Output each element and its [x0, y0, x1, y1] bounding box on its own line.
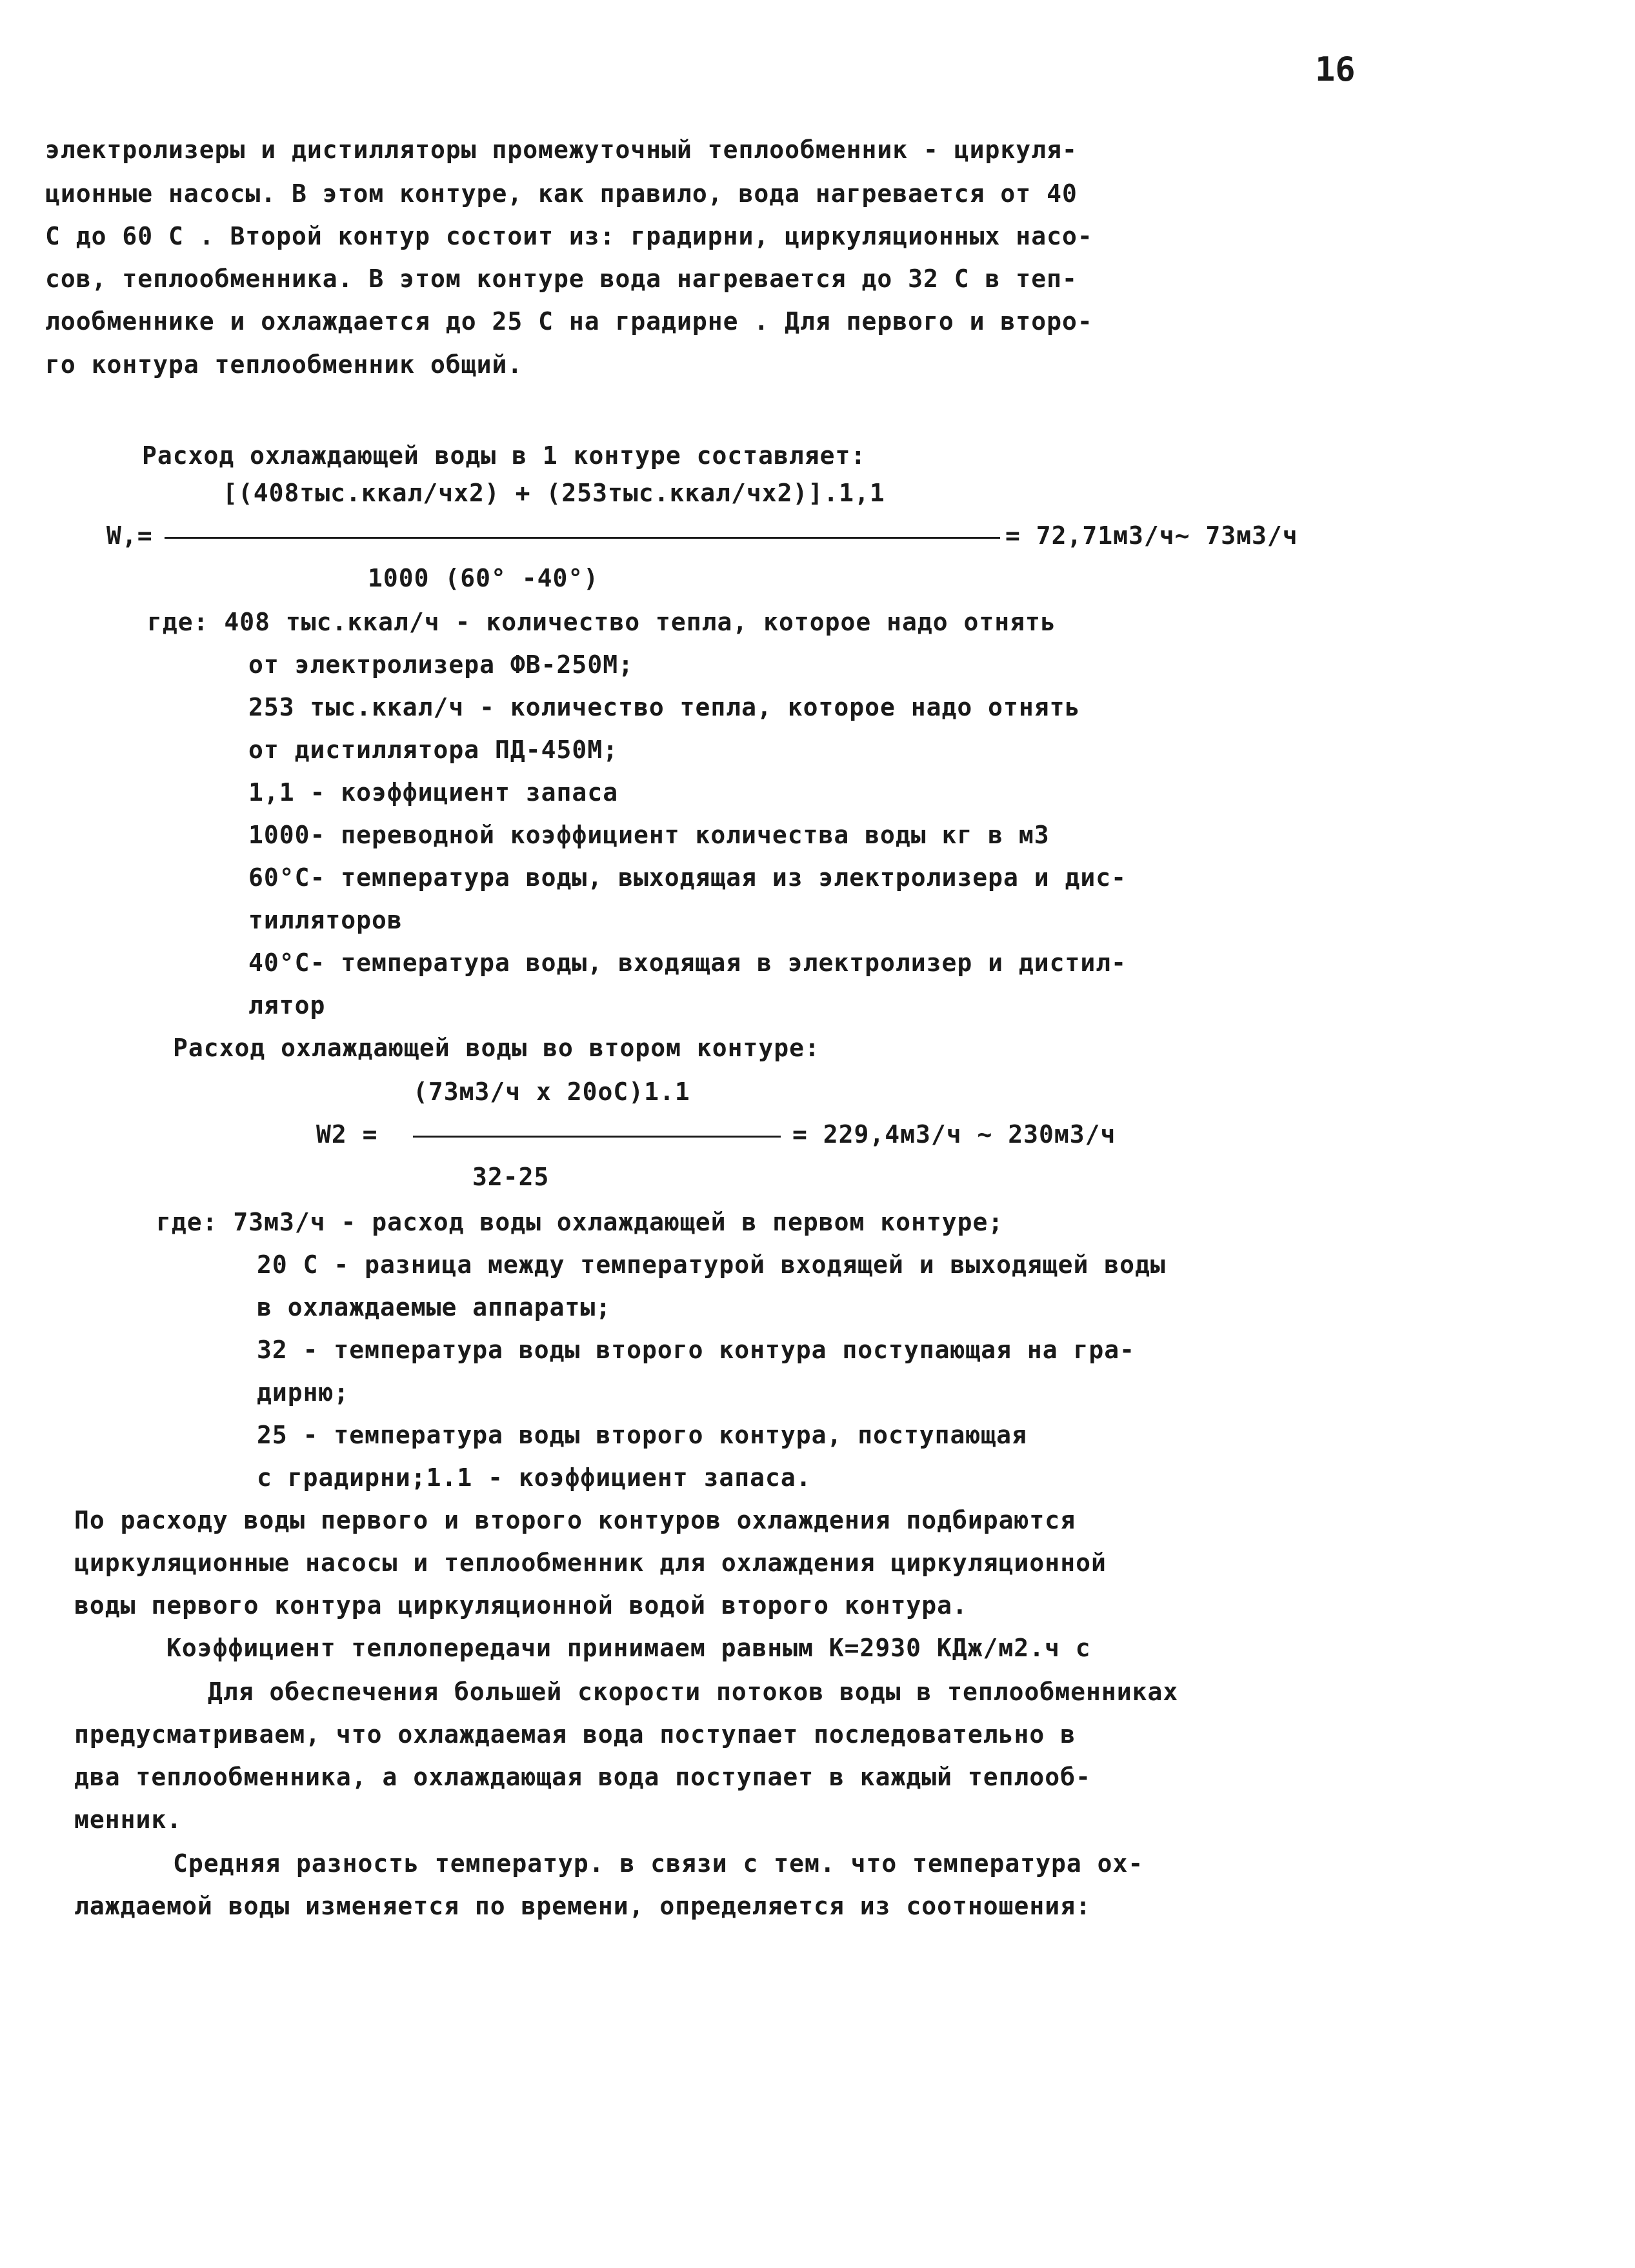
definition-line: с градирни;1.1 - коэффициент запаса.: [257, 1463, 812, 1492]
formula2-result: = 229,4м3/ч ~ 230м3/ч: [792, 1120, 1116, 1149]
formula2-numerator: (73м3/ч х 20оС)1.1: [413, 1078, 690, 1106]
body-line: Средняя разность температур. в связи с тем. что температура ох-: [173, 1849, 1144, 1878]
definition-line: в охлаждаемые аппараты;: [257, 1293, 612, 1321]
definition-line: лятор: [248, 991, 326, 1019]
body-line: предусматриваем, что охлаждаемая вода поступает последовательно в: [74, 1720, 1076, 1749]
definition-line: 1000- переводной коэффициент количества воды кг в м3: [248, 821, 1050, 849]
definition-line: от электролизера ФВ-250М;: [248, 650, 634, 679]
intro-line: го контура теплообменник общий.: [45, 350, 523, 379]
formula2-lhs: W2 =: [316, 1120, 378, 1149]
body-line: По расходу воды первого и второго контуров охлаждения подбираются: [74, 1506, 1076, 1534]
page-number: 16: [1315, 50, 1356, 89]
formula2-heading: Расход охлаждающей воды во втором контуре:: [173, 1034, 820, 1062]
body-line: два теплообменника, а охлаждающая вода поступает в каждый теплооб-: [74, 1763, 1091, 1791]
definition-line: 20 С - разница между температурой входящей и выходящей воды: [257, 1250, 1166, 1279]
formula2-denominator: 32-25: [472, 1163, 550, 1191]
formula1-denominator: 1000 (60° -40°): [368, 564, 599, 592]
definition-line: от дистиллятора ПД-450М;: [248, 736, 619, 764]
intro-line: ционные насосы. В этом контуре, как правило, вода нагревается от 40: [45, 179, 1078, 208]
definition-line: 40°С- температура воды, входящая в электролизер и дистил-: [248, 948, 1127, 977]
body-line: воды первого контура циркуляционной водой второго контура.: [74, 1591, 968, 1620]
intro-line: С до 60 С . Второй контур состоит из: градирни, циркуляционных насо-: [45, 222, 1093, 250]
definition-line: 1,1 - коэффициент запаса: [248, 778, 619, 807]
body-line: циркуляционные насосы и теплообменник для охлаждения циркуляционной: [74, 1549, 1107, 1577]
body-line: лаждаемой воды изменяется по времени, определяется из соотношения:: [74, 1892, 1091, 1920]
definition-line: 32 - температура воды второго контура поступающая на гра-: [257, 1336, 1136, 1364]
formula1-numerator: [(408тыс.ккал/чх2) + (253тыс.ккал/чх2)].1,1: [223, 479, 885, 507]
formula1-heading: Расход охлаждающей воды в 1 контуре составляет:: [142, 441, 867, 470]
formula1-lhs: W,=: [106, 521, 153, 550]
intro-line: лообменнике и охлаждается до 25 С на градирне . Для первого и второ-: [45, 307, 1093, 336]
definition-line: где: 408 тыс.ккал/ч - количество тепла, которое надо отнять: [147, 608, 1056, 636]
body-line: Коэффициент теплопередачи принимаем равным К=2930 КДж/м2.ч с: [166, 1634, 1091, 1662]
intro-line: сов, теплообменника. В этом контуре вода нагревается до 32 С в теп-: [45, 265, 1078, 293]
formula1-result: = 72,71м3/ч~ 73м3/ч: [1005, 521, 1298, 550]
definition-line: 25 - температура воды второго контура, поступающая: [257, 1421, 1027, 1449]
definition-line: дирню;: [257, 1378, 350, 1407]
intro-line: электролизеры и дистилляторы промежуточный теплообменник - циркуля-: [45, 135, 1078, 164]
body-line: Для обеспечения большей скорости потоков воды в теплообменниках: [208, 1678, 1179, 1706]
formula2-fraction-bar: [413, 1136, 781, 1138]
definition-line: 253 тыс.ккал/ч - количество тепла, которое надо отнять: [248, 693, 1081, 721]
formula1-fraction-bar: [165, 537, 1000, 539]
definition-line: 60°С- температура воды, выходящая из электролизера и дис-: [248, 863, 1127, 892]
definition-line: где: 73м3/ч - расход воды охлаждающей в первом контуре;: [156, 1208, 1004, 1236]
body-line: менник.: [74, 1805, 183, 1834]
definition-line: тилляторов: [248, 906, 403, 934]
